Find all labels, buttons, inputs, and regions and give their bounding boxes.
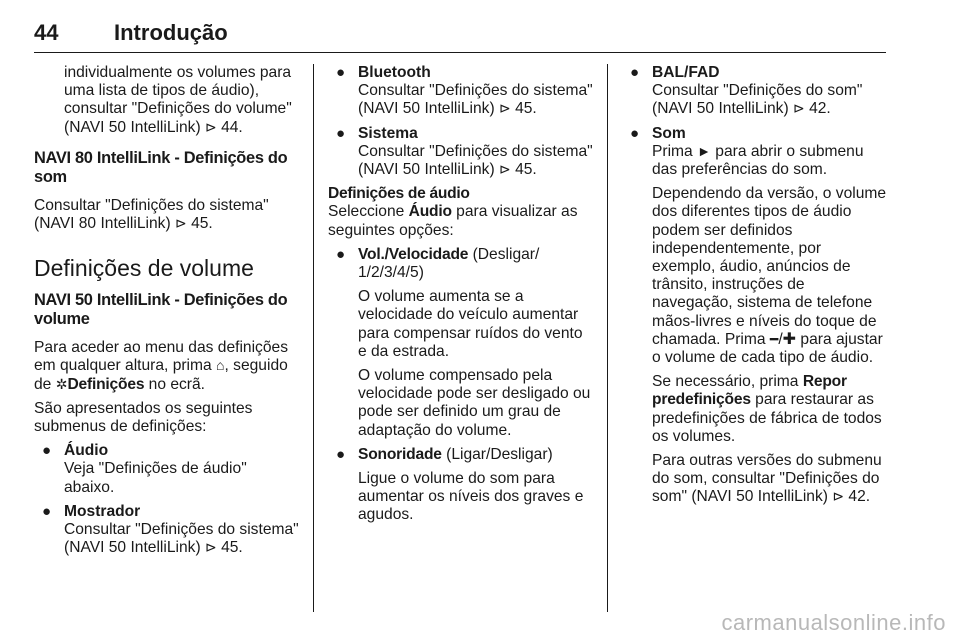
list-item-bal-fad: ● BAL/FAD Consultar "Definições do som" (NAVI 50 IntelliLink) ⊳ 42. bbox=[630, 64, 863, 118]
select-audio-paragraph: Seleccione Áudio para visualizar as seguintes opções: bbox=[328, 203, 578, 239]
bullet-icon: ● bbox=[336, 124, 346, 142]
access-paragraph: Para aceder ao menu das definições em qualquer altura, prima ⌂, seguido de ✲Definições no ecrã. bbox=[34, 339, 288, 393]
intro-paragraph: individualmente os volumes para uma lista de tipos de áudio), consultar "Definições do volume" (NAVI 50 IntelliLink) ⊳ 44. bbox=[64, 64, 292, 136]
list-item-system: ● Sistema Consultar "Definições do sistema" (NAVI 50 IntelliLink) ⊳ 45. bbox=[336, 124, 593, 179]
list-item-sound: ● Som Prima ► para abrir o submenu das preferências do som. Dependendo da versão, o volume dos diferentes tipos de áudio podem ser definidos independentemente, por exemplo, áudio, anúncios de trânsito, instruções de navegação, sistema de telefone mãos-livres e níveis do toque de chamada. Prima ━/✚ para ajustar o volume de cada tipo de áudio. Se necessário, prima Repor predefinições para restaurar as predefinições de fábrica de todos os volumes. Para outras versões do submenu do som, consultar "Definições do som" (NAVI 50 IntelliLink) ⊳ 42. bbox=[630, 124, 887, 506]
section-title: Introdução bbox=[114, 20, 228, 45]
list-item-vol-speed: ● Vol./Velocidade (Desligar/ 1/2/3/4/5) O volume aumenta se a velocidade do veículo aumentar para compensar ruídos do vento e da estrada. O volume compensado pela velocidade pode ser desligado ou pode ser definido um grau de adaptação do volume. bbox=[336, 245, 591, 439]
bullet-icon: ● bbox=[336, 64, 346, 81]
list-item-bluetooth: ● Bluetooth Consultar "Definições do sistema" (NAVI 50 IntelliLink) ⊳ 45. bbox=[336, 64, 593, 118]
column-2 bbox=[328, 64, 594, 531]
heading-navi50-volume: NAVI 50 IntelliLink - Definições do volume bbox=[34, 291, 288, 329]
bullet-icon: ● bbox=[42, 442, 52, 460]
column-divider bbox=[607, 64, 608, 612]
play-arrow-icon: ► bbox=[697, 142, 711, 159]
navi80-paragraph: Consultar "Definições do sistema" (NAVI 80 IntelliLink) ⊳ 45. bbox=[34, 196, 269, 233]
minus-icon: ━ bbox=[769, 330, 779, 347]
column-3 bbox=[622, 64, 888, 513]
heading-volume-settings: Definições de volume bbox=[34, 255, 254, 282]
list-item-display: ● Mostrador Consultar "Definições do sistema" (NAVI 50 IntelliLink) ⊳ 45. bbox=[42, 502, 299, 557]
list-item-audio: ● Áudio Veja "Definições de áudio" abaixo. bbox=[42, 442, 247, 496]
bullet-icon: ● bbox=[630, 124, 640, 142]
gear-icon: ✲ bbox=[55, 375, 68, 392]
bullet-icon: ● bbox=[630, 64, 640, 81]
column-1 bbox=[34, 64, 300, 563]
heading-navi80-sound: NAVI 80 IntelliLink - Definições do som bbox=[34, 148, 288, 186]
page-header bbox=[34, 18, 886, 53]
page-ref-icon: ⊳ bbox=[499, 161, 511, 178]
home-icon: ⌂ bbox=[216, 357, 225, 374]
page-ref-icon: ⊳ bbox=[205, 539, 217, 556]
list-item-loudness: ● Sonoridade (Ligar/Desligar) Ligue o volume do som para aumentar os níveis dos graves e agudos. bbox=[336, 445, 584, 524]
bullet-icon: ● bbox=[336, 445, 346, 463]
heading-audio-settings: Definições de áudio bbox=[328, 185, 470, 203]
plus-icon: ✚ bbox=[782, 330, 797, 348]
watermark: carmanualsonline.info bbox=[721, 610, 946, 635]
page-ref-icon: ⊳ bbox=[793, 100, 805, 117]
bullet-icon: ● bbox=[336, 245, 346, 263]
page-ref-icon: ⊳ bbox=[832, 488, 845, 505]
page-ref-icon: ⊳ bbox=[175, 215, 187, 232]
page-ref-icon: ⊳ bbox=[205, 118, 217, 135]
column-divider bbox=[313, 64, 314, 612]
page-number: 44 bbox=[34, 20, 59, 45]
bullet-icon: ● bbox=[42, 502, 52, 520]
page-ref-icon: ⊳ bbox=[499, 100, 511, 117]
submenus-paragraph: São apresentados os seguintes submenus de definições: bbox=[34, 399, 253, 436]
